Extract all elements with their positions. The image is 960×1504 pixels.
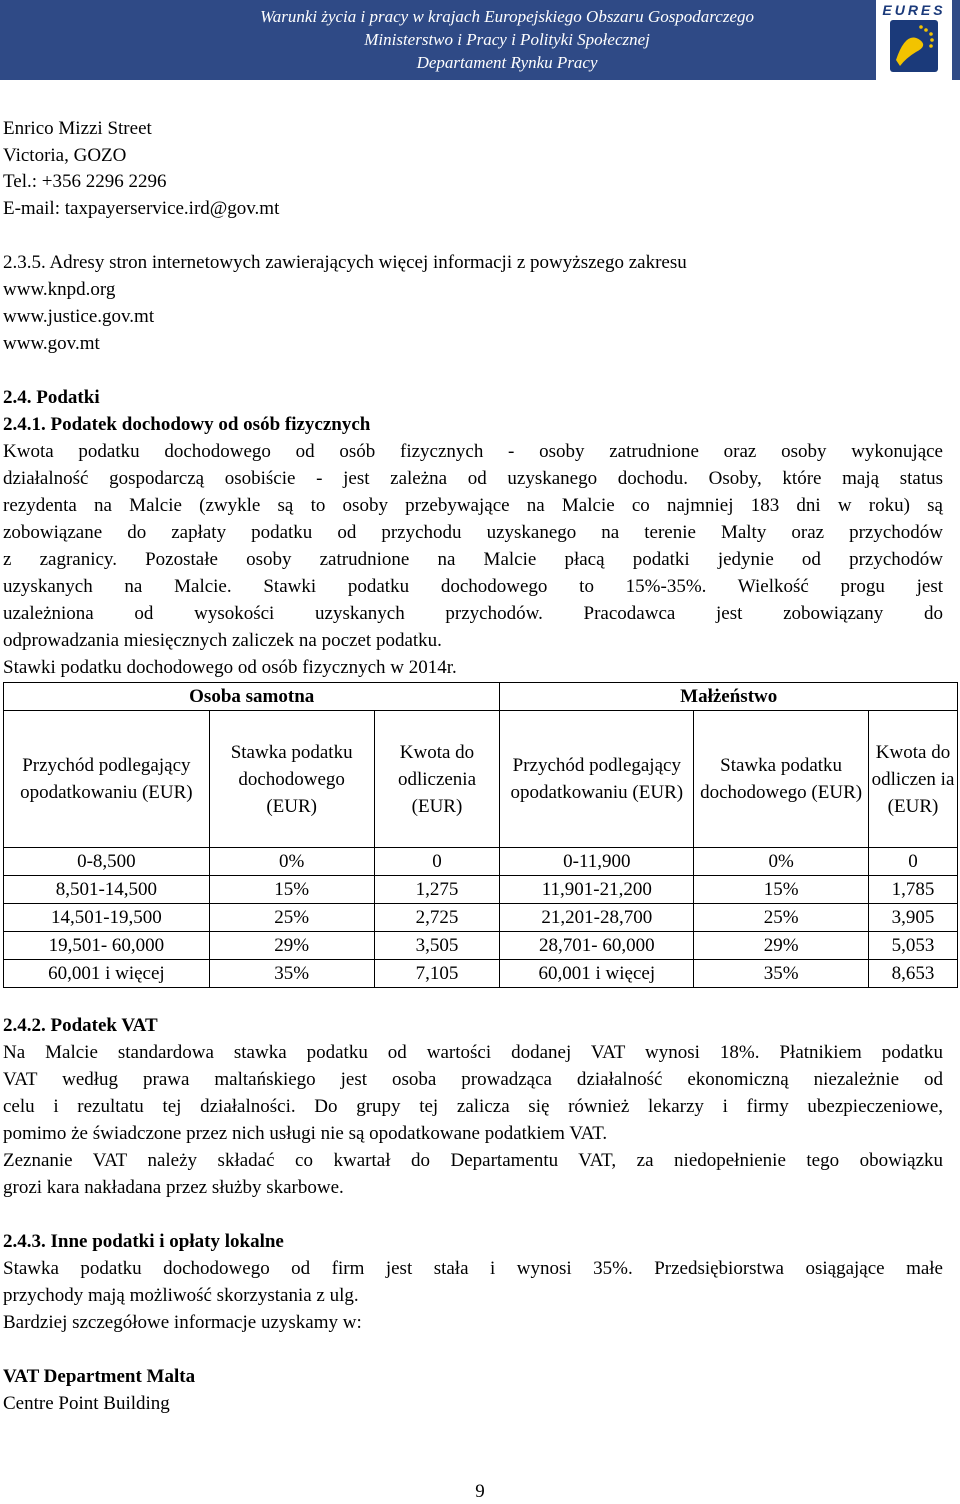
section-241-line-5: z zagranicy. Pozostałe osoby zatrudnione na Malcie płacą podatki jedynie od przychodów bbox=[3, 549, 943, 570]
table-cell: 60,001 i więcej bbox=[500, 960, 694, 988]
section-242-line-5: Zeznanie VAT należy składać co kwartał do Departamentu VAT, za niedopełnienie tego obowiązku bbox=[3, 1150, 943, 1171]
table-cell: 5,053 bbox=[869, 932, 958, 960]
table-cell: 35% bbox=[209, 960, 374, 988]
link-gov[interactable]: www.gov.mt bbox=[3, 333, 100, 354]
section-243-line-2: przychody mają możliwość skorzystania z ulg. bbox=[3, 1285, 359, 1306]
table-cell: 1,275 bbox=[374, 876, 500, 904]
col-header-3: Kwota do odliczenia (EUR) bbox=[374, 711, 500, 848]
table-cell: 35% bbox=[694, 960, 869, 988]
section-242-heading: 2.4.2. Podatek VAT bbox=[3, 1015, 158, 1036]
table-cell: 0 bbox=[869, 848, 958, 876]
address-line-2: Victoria, GOZO bbox=[3, 145, 127, 166]
section-241-line-9: Stawki podatku dochodowego od osób fizycznych w 2014r. bbox=[3, 657, 457, 678]
table-cell: 11,901-21,200 bbox=[500, 876, 694, 904]
header-text bbox=[260, 5, 754, 74]
table-cell: 60,001 i więcej bbox=[4, 960, 210, 988]
section-241-line-3: rezydenta na Malcie (zwykle są to osoby przebywające na Malcie co najmniej 183 dni w roku) są bbox=[3, 495, 943, 516]
section-242-line-3: celu i rezultatu tej działalności. Do grupy tej zalicza się również lekarzy i firmy ubezpieczeniowe, bbox=[3, 1096, 943, 1117]
vat-department-name: VAT Department Malta bbox=[3, 1366, 196, 1387]
section-24-heading: 2.4. Podatki bbox=[3, 387, 100, 408]
table-group-row bbox=[4, 683, 958, 711]
col-header-2: Stawka podatku dochodowego (EUR) bbox=[209, 711, 374, 848]
address-line-4: E-mail: taxpayerservice.ird@gov.mt bbox=[3, 198, 280, 219]
table-cell: 25% bbox=[209, 904, 374, 932]
section-241-line-7: uzależniona od wysokości uzyskanych przychodów. Pracodawca jest zobowiązany do bbox=[3, 603, 943, 624]
table-cell: 8,653 bbox=[869, 960, 958, 988]
section-241-line-6: uzyskanych na Malcie. Stawki podatku dochodowego to 15%-35%. Wielkość progu jest bbox=[3, 576, 943, 597]
table-cell: 3,505 bbox=[374, 932, 500, 960]
table-row bbox=[4, 904, 958, 932]
col-header-1: Przychód podlegający opodatkowaniu (EUR) bbox=[4, 711, 210, 848]
table-cell: 7,105 bbox=[374, 960, 500, 988]
table-cell: 19,501- 60,000 bbox=[4, 932, 210, 960]
table-cell: 3,905 bbox=[869, 904, 958, 932]
table-cell: 0-8,500 bbox=[4, 848, 210, 876]
page-number: 9 bbox=[475, 1481, 485, 1502]
section-242-line-2: VAT według prawa maltańskiego jest osoba prowadząca działalność ekonomiczną niezależnie od bbox=[3, 1069, 943, 1090]
section-242-line-4: pomimo że świadczone przez nich usługi nie są opodatkowane podatkiem VAT. bbox=[3, 1123, 608, 1144]
header-line-3: Departament Rynku Pracy bbox=[416, 53, 598, 72]
section-242-line-1: Na Malcie standardowa stawka podatku od wartości dodanej VAT wynosi 18%. Płatnikiem podatku bbox=[3, 1042, 943, 1063]
col-header-4: Przychód podlegający opodatkowaniu (EUR) bbox=[500, 711, 694, 848]
table-row bbox=[4, 960, 958, 988]
table-cell: 0% bbox=[209, 848, 374, 876]
section-241-line-4: zobowiązane do zapłaty podatku od przychodu uzyskanego na terenie Malty oraz przychodów bbox=[3, 522, 943, 543]
table-cell: 0-11,900 bbox=[500, 848, 694, 876]
table-row bbox=[4, 848, 958, 876]
address-line-1: Enrico Mizzi Street bbox=[3, 118, 152, 139]
section-241-heading: 2.4.1. Podatek dochodowy od osób fizycznych bbox=[3, 414, 371, 435]
table-header-row bbox=[4, 711, 958, 848]
table-cell: 14,501-19,500 bbox=[4, 904, 210, 932]
table-cell: 29% bbox=[209, 932, 374, 960]
table-row bbox=[4, 932, 958, 960]
col-header-6: Kwota do odliczen ia (EUR) bbox=[869, 711, 958, 848]
table-cell: 25% bbox=[694, 904, 869, 932]
section-243-line-1: Stawka podatku dochodowego od firm jest stała i wynosi 35%. Przedsiębiorstwa osiągające małe bbox=[3, 1258, 943, 1279]
table-cell: 0% bbox=[694, 848, 869, 876]
table-cell: 1,785 bbox=[869, 876, 958, 904]
section-241-line-8: odprowadzania miesięcznych zaliczek na poczet podatku. bbox=[3, 630, 442, 651]
section-242-line-6: grozi kara nakładana przez służby skarbowe. bbox=[3, 1177, 344, 1198]
table-cell: 28,701- 60,000 bbox=[500, 932, 694, 960]
table-cell: 15% bbox=[694, 876, 869, 904]
group-single: Osoba samotna bbox=[4, 683, 500, 711]
section-243-heading: 2.4.3. Inne podatki i opłaty lokalne bbox=[3, 1231, 284, 1252]
group-married: Małżeństwo bbox=[500, 683, 958, 711]
page-header bbox=[0, 0, 960, 80]
table-cell: 15% bbox=[209, 876, 374, 904]
table-cell: 8,501-14,500 bbox=[4, 876, 210, 904]
section-243-line-3: Bardziej szczegółowe informacje uzyskamy w: bbox=[3, 1312, 362, 1333]
table-cell: 0 bbox=[374, 848, 500, 876]
header-line-1: Warunki życia i pracy w krajach Europejskiego Obszaru Gospodarczego bbox=[260, 7, 754, 26]
link-knpd[interactable]: www.knpd.org bbox=[3, 279, 116, 300]
section-235-heading: 2.3.5. Adresy stron internetowych zawierających więcej informacji z powyższego zakresu bbox=[3, 252, 687, 273]
logo-text: EURES bbox=[882, 2, 946, 18]
address-line-3: Tel.: +356 2296 2296 bbox=[3, 171, 167, 192]
link-justice[interactable]: www.justice.gov.mt bbox=[3, 306, 155, 327]
table-cell: 2,725 bbox=[374, 904, 500, 932]
tax-rate-table bbox=[3, 682, 958, 988]
eures-logo-icon bbox=[876, 0, 952, 80]
table-cell: 29% bbox=[694, 932, 869, 960]
col-header-5: Stawka podatku dochodowego (EUR) bbox=[694, 711, 869, 848]
section-241-line-2: działalność gospodarczą osobiście - jest zależna od uzyskanego dochodu. Osoby, które mają status bbox=[3, 468, 943, 489]
vat-department-building: Centre Point Building bbox=[3, 1393, 170, 1414]
table-cell: 21,201-28,700 bbox=[500, 904, 694, 932]
header-line-2: Ministerstwo i Pracy i Polityki Społecznej bbox=[364, 30, 650, 49]
section-241-line-1: Kwota podatku dochodowego od osób fizycznych - osoby zatrudnione oraz osoby wykonujące bbox=[3, 441, 943, 462]
table-row bbox=[4, 876, 958, 904]
